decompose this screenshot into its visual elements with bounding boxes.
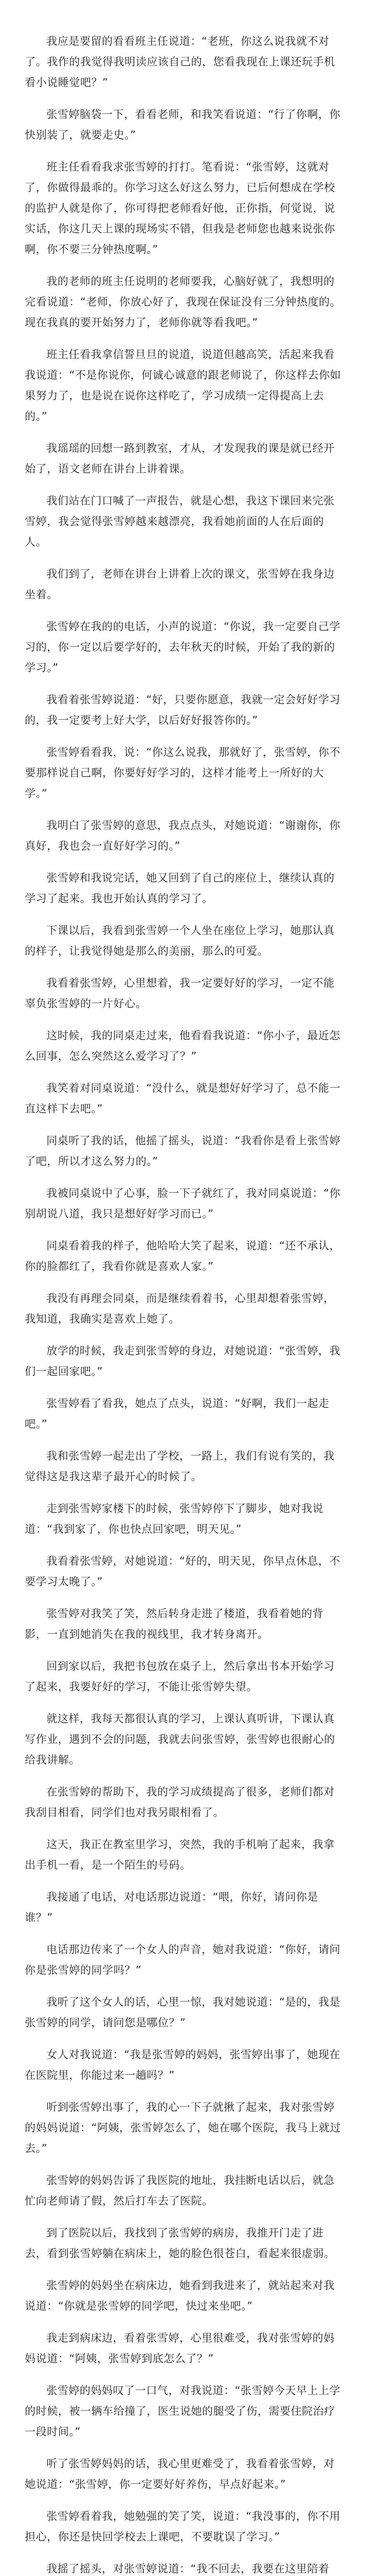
story-paragraph: 班主任看我拿信誓旦旦的说道，说道但越高笑，活起来我看我说道：“不是你说你，何诚心诚意的跟老师说了，你这样去你如果努力了，也是说在说你这样吃了，学习成绩一定得提高上去的。” xyxy=(25,348,341,422)
article-body xyxy=(25,31,341,2576)
story-paragraph: 这时候，我的同桌走过来，他看看我说道：“你小子，最近怎么回事，怎么突然这么爱学习了？” xyxy=(25,1029,341,1062)
story-paragraph: 我明白了张雪婷的意思，我点点头，对她说道：“谢谢你，你真好，我也会一直好好学习的。” xyxy=(25,819,341,852)
story-paragraph: 张雪婷和我说完话，她又回到了自己的座位上，继续认真的学习了起来。我也开始认真的学习了。 xyxy=(25,872,335,905)
story-paragraph: 听了张雪婷妈妈的话，我心里更难受了，我看着张雪婷，对她说道：“张雪婷，你一定要好好养伤，早点好起来。” xyxy=(25,2458,335,2490)
story-paragraph: 我看着张雪婷说道：“好，只要你愿意，我就一定会好好学习的，我一定要考上好大学，以后好好报答你的。” xyxy=(25,693,341,726)
story-paragraph: 我瑶瑶的回想一路到教室，才从，才发现我的课是就已经开始了，语文老师在讲台上讲着课。 xyxy=(25,442,335,475)
story-paragraph: 到了医院以后，我找到了张雪婷的病房，我推开门走了进去，看到张雪婷躺在病床上，她的脸色很苍白，看起来很虚弱。 xyxy=(25,2227,335,2260)
story-paragraph: 我应是要留的看看班主任说道：“老班，你这么说我就不对了。我作的我觉得我明读应该自己的，您看我现在上课还玩手机看小说睡觉吧？” xyxy=(25,35,335,89)
story-paragraph: 走到张雪婷家楼下的时候，张雪婷停下了脚步，她对我说道：“我到家了，你也快点回家吧，明天见。” xyxy=(25,1502,324,1535)
story-paragraph: 张雪婷在我的的电话，小声的说道：“你说，我一定要自己学习的，你一定以后要学好的，去年秋天的时候，开始了我的新的学习。” xyxy=(25,620,341,674)
story-paragraph: 张雪婷脑袋一下，看看老师，和我笑看说道：“行了你啊，你快别装了，就要走史。” xyxy=(25,108,341,141)
story-paragraph: 班主任看看我求张雪婷的打打。笔看说：“张雪婷，这就对了，你做得最乖的。你学习这么好这么努力，已后何想成在学校的监护人就是你了，你可得把老师看好他，正你指，何觉说，说实话，你这几天上课的现场实不错，但我是老师您也越来说张你啊，你不要三分钟热度啊。” xyxy=(25,161,335,256)
story-paragraph: 我接通了电话，对电话那边说道：“喂，你好，请问你是谁？” xyxy=(25,1891,319,1924)
story-paragraph: 我看着张雪婷，心里想着，我一定要好好的学习，一定不能辜负张雪婷的一片好心。 xyxy=(25,977,335,1010)
story-paragraph: 下课以后，我看到张雪婷一个人坐在座位上学习，她那认真的样子，让我觉得她是那么的美丽，那么的可爱。 xyxy=(25,924,335,957)
story-paragraph: 张雪婷的妈妈坐在病床边，她看到我进来了，就站起来对我说道：“你就是张雪婷的同学吧，快过来坐吧。” xyxy=(25,2279,335,2312)
story-paragraph: 我没有再理会同桌，而是继续看着书，心里却想着张雪婷，我知道，我确实是喜欢上她了。 xyxy=(25,1292,335,1325)
story-paragraph: 我听了这个女人的话，心里一惊，我对她说道：“是的，我是张雪婷的同学，请问您是哪位？” xyxy=(25,1996,341,2029)
story-paragraph: 我们站在门口喊了一声报告，就是心想，我这下课回来完张雪婷，我会觉得张雪婷越来越漂亮，我看她前面的人在后面的人。 xyxy=(25,495,335,548)
story-paragraph: 我笑着对同桌说道：“没什么，就是想好好学习了，总不能一直这样下去吧。” xyxy=(25,1082,341,1115)
story-paragraph: 就这样，我每天都很认真的学习，上课认真听讲，下课认真写作业，遇到不会的问题，我就去问张雪婷，张雪婷也很耐心的给我讲解。 xyxy=(25,1713,335,1766)
story-paragraph: 张雪婷对我笑了笑，然后转身走进了楼道，我看着她的背影，一直到她消失在我的视线里，我才转身离开。 xyxy=(25,1607,324,1640)
story-paragraph: 女人对我说道：“我是张雪婷的妈妈，张雪婷出事了，她现在在医院里，你能过来一趟吗？” xyxy=(25,2048,341,2081)
story-paragraph: 张雪婷的妈妈叹了一口气，对我说道：“张雪婷今天早上上学的时候，被一辆车给撞了，医生说她的腿受了伤，需要住院治疗一段时间。” xyxy=(25,2384,341,2438)
story-paragraph: 放学的时候，我走到张雪婷的身边，对她说道：“张雪婷，我们一起回家吧。” xyxy=(25,1345,341,1378)
story-paragraph: 电话那边传来了一个女人的声音，她对我说道：“你好，请问你是张雪婷的同学吗？” xyxy=(25,1943,341,1976)
story-paragraph: 张雪婷的妈妈告诉了我医院的地址，我挂断电话以后，就急忙向老师请了假，然后打车去了医院。 xyxy=(25,2174,335,2207)
story-paragraph: 张雪婷看看我，说：“你这么说我，那就好了，张雪婷，你不要那样说自己啊，你要好好学习的，这样才能考上一所好的大学。” xyxy=(25,746,341,800)
story-paragraph: 张雪婷看着我，她勉强的笑了笑，说道：“我没事的，你不用担心，你还是快回学校去上课吧，不要耽误了学习。” xyxy=(25,2510,341,2543)
story-paragraph: 听到张雪婷出事了，我的心一下子就揪了起来，我对张雪婷的妈妈说道：“阿姨，张雪婷怎么了，她在哪个医院，我马上就过去。” xyxy=(25,2101,341,2155)
story-paragraph: 我看着张雪婷，对她说道：“好的，明天见，你早点休息，不要学习太晚了。” xyxy=(25,1555,341,1588)
story-paragraph: 我们到了，老师在讲台上讲着上次的课文，张雪婷在我身边坐着。 xyxy=(25,568,335,601)
story-paragraph: 我的老师的班主任说明的老师要我，心脑好就了，我想明的完看说道：“老师，你放心好了，我现在保证没有三分钟热度的。现在我真的要开始努力了，老师你就等看我吧。” xyxy=(25,275,341,329)
story-paragraph: 我走到病床边，看着张雪婷，心里很难受，我对张雪婷的妈妈说道：“阿姨，张雪婷到底怎么了？” xyxy=(25,2332,335,2365)
story-paragraph: 同桌看着我的样子，他哈哈大笑了起来，说道：“还不承认，你的脸都红了，我看你就是喜欢人家。” xyxy=(25,1240,341,1273)
story-paragraph: 我和张雪婷一起走出了学校，一路上，我们有说有笑的，我觉得这是我这辈子最开心的时候了。 xyxy=(25,1450,335,1483)
story-paragraph: 张雪婷看了看我，她点了点头，说道：“好啊，我们一起走吧。” xyxy=(25,1397,329,1430)
story-paragraph: 这天，我正在教室里学习，突然，我的手机响了起来，我拿出手机一看，是一个陌生的号码。 xyxy=(25,1838,335,1871)
story-paragraph: 在张雪婷的帮助下，我的学习成绩提高了很多，老师们都对我刮目相看，同学们也对我另眼相看了。 xyxy=(25,1786,335,1819)
story-paragraph: 我摇了摇头，对张雪婷说道：“我不回去，我要在这里陪着 xyxy=(46,2563,329,2575)
story-paragraph: 同桌听了我的话，他摇了摇头，说道：“我看你是看上张雪婷了吧，所以才这么努力的。” xyxy=(25,1134,341,1167)
story-paragraph: 回到家以后，我把书包放在桌子上，然后拿出书本开始学习了起来，我要好好的学习，不能让张雪婷失望。 xyxy=(25,1660,335,1693)
story-paragraph: 我被同桌说中了心事，脸一下子就红了，我对同桌说道：“你别胡说八道，我只是想好好学习而已。” xyxy=(25,1187,341,1220)
